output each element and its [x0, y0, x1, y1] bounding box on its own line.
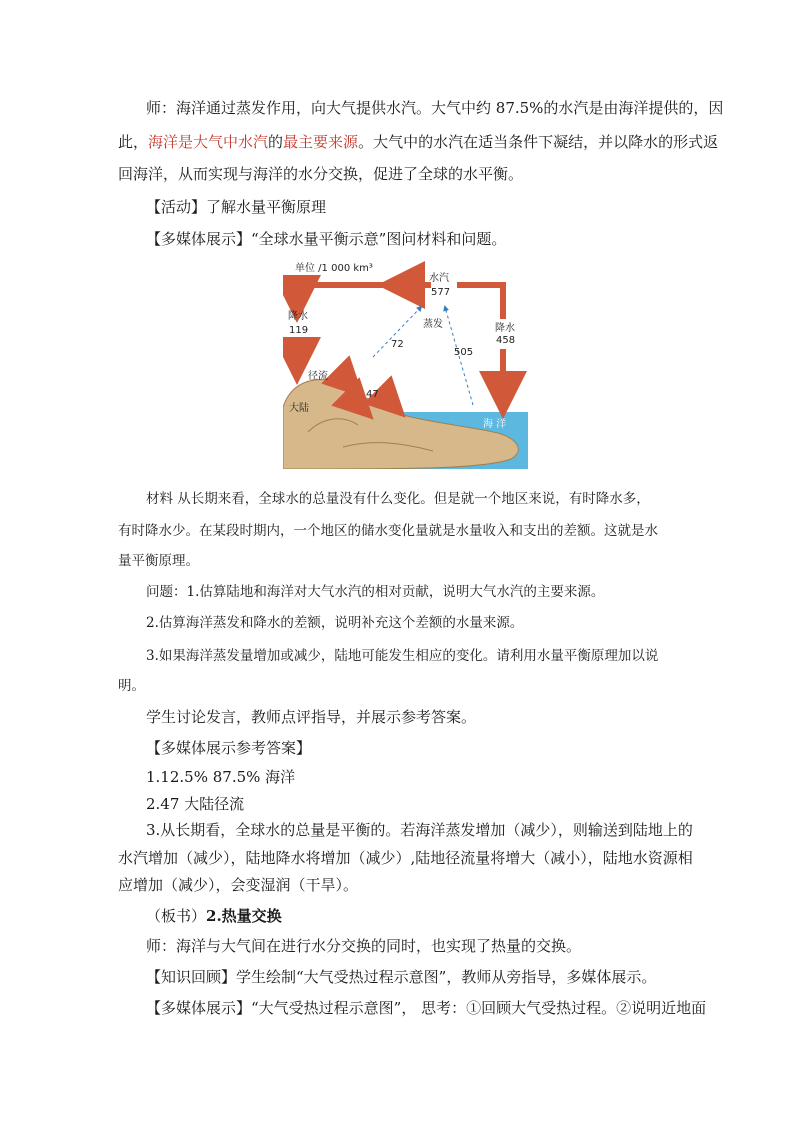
- precip-land-value: 119: [289, 325, 309, 336]
- question-3: 3.如果海洋蒸发量增加或减少，陆地可能发生相应的变化。请利用水量平衡原理加以说: [146, 648, 659, 664]
- precip-ocean-label: 降水: [495, 323, 515, 334]
- media-heading-2: 【多媒体展示】“大气受热过程示意图”， 思考：①回顾大气受热过程。②说明近地面: [146, 999, 707, 1017]
- water-balance-diagram: [283, 257, 528, 469]
- evap-ocean-value: 505: [454, 347, 474, 358]
- precip-ocean-value: 458: [496, 335, 516, 346]
- runoff-label: 径流: [308, 371, 328, 382]
- media-heading: 【多媒体展示】“全球水量平衡示意”图问材料和问题。: [146, 230, 507, 248]
- material-line: 量平衡原理。: [118, 553, 199, 569]
- vapor-to-land-arrow: [297, 285, 391, 305]
- activity-heading: 【活动】了解水量平衡原理: [146, 198, 327, 216]
- text: 此，: [118, 133, 149, 151]
- text: 。大气中的水汽在适当条件下凝结，并以降水的形式返: [358, 133, 719, 151]
- question-3-cont: 明。: [118, 678, 145, 694]
- highlight-text: 最主要来源: [283, 133, 359, 151]
- review-text: 【知识回顾】学生绘制“大气受热过程示意图”，教师从旁指导，多媒体展示。: [146, 968, 657, 986]
- text: 的: [268, 133, 284, 151]
- evap-land-value: 72: [391, 339, 404, 350]
- board-heading: [146, 906, 282, 926]
- paragraph-line: 回海洋，从而实现与海洋的水分交换，促进了全球的水平衡。: [118, 165, 524, 183]
- question-2: 2.估算海洋蒸发和降水的差额，说明补充这个差额的水量来源。: [146, 615, 524, 631]
- board-prefix: （板书）: [146, 907, 207, 925]
- material-line: 有时降水少。在某段时期内，一个地区的储水变化量就是水量收入和支出的差额。这就是水: [118, 523, 658, 539]
- runoff-arrow: [381, 399, 395, 407]
- unit-label: 单位 /1 000 km³: [295, 263, 373, 274]
- answer-heading: 【多媒体展示参考答案】: [146, 739, 312, 757]
- runoff-value: 47: [366, 389, 379, 400]
- vapor-label: 水汽: [429, 273, 449, 284]
- precip-land-label: 降水: [288, 311, 308, 322]
- paragraph-line: 师：海洋通过蒸发作用，向大气提供水汽。大气中约 87.5%的水汽是由海洋提供的，因: [146, 99, 724, 117]
- answer-2: 2.47 大陆径流: [146, 795, 245, 813]
- highlight-text: 海洋是大气中水汽: [148, 133, 269, 151]
- material-line: 材料 从长期来看，全球水的总量没有什么变化。但是就一个地区来说，有时降水多，: [146, 491, 650, 507]
- board-title: 2.热量交换: [206, 907, 282, 925]
- discussion-text: 学生讨论发言，教师点评指导，并展示参考答案。: [146, 708, 477, 726]
- vapor-to-ocean-arrow: [457, 285, 503, 319]
- land-label: 大陆: [289, 403, 309, 414]
- evap-label: 蒸发: [423, 319, 443, 330]
- teacher-text: 师：海洋与大气间在进行水分交换的同时，也实现了热量的交换。: [146, 937, 582, 955]
- ocean-label: 海 洋: [483, 419, 507, 430]
- answer-1: 1.12.5% 87.5% 海洋: [146, 768, 296, 786]
- answer-3: 3.从长期看，全球水的总量是平衡的。若海洋蒸发增加（减少），则输送到陆地上的: [146, 821, 693, 839]
- question-1: 问题：1.估算陆地和海洋对大气水汽的相对贡献，说明大气水汽的主要来源。: [146, 584, 605, 600]
- answer-3-cont: 应增加（减少），会变湿润（干旱）。: [118, 876, 359, 894]
- paragraph-line: [118, 132, 718, 152]
- answer-3-cont: 水汽增加（减少），陆地降水将增加（减少）,陆地径流量将增大（减小），陆地水资源相: [118, 849, 693, 867]
- vapor-value: 577: [431, 287, 451, 298]
